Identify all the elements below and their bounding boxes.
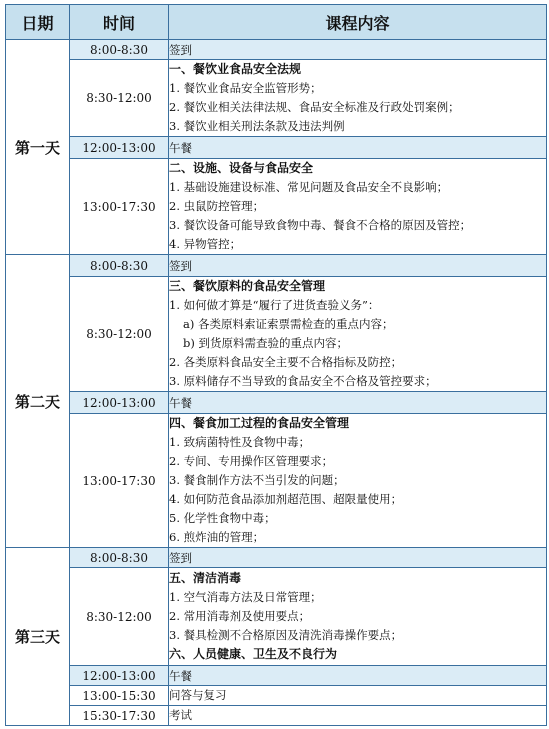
header-content: 课程内容 xyxy=(169,5,547,40)
list-item: 3. 餐食制作方法不当引发的问题； xyxy=(169,473,345,487)
content-cell: 问答与复习 xyxy=(169,686,547,706)
list-item: 1. 致病菌特性及食物中毒； xyxy=(169,435,311,449)
section-title: 五、清洁消毒 xyxy=(169,571,242,585)
list-item: 1. 如何做才算是“履行了进货查验义务”： xyxy=(169,298,380,312)
table-row xyxy=(6,568,547,666)
time-cell: 8:30-12:00 xyxy=(70,277,169,392)
time-cell: 13:00-17:30 xyxy=(70,159,169,255)
time-cell: 15:30-17:30 xyxy=(70,706,169,726)
time-cell: 8:30-12:00 xyxy=(70,60,169,137)
table-row xyxy=(6,40,547,60)
section-title: 四、餐食加工过程的食品安全管理 xyxy=(169,416,350,430)
content-cell: 午餐 xyxy=(169,666,547,686)
table-row xyxy=(6,414,547,548)
list-item: 3. 原料储存不当导致的食品安全不合格及管控要求； xyxy=(169,374,437,388)
time-cell: 8:00-8:30 xyxy=(70,255,169,277)
header-time: 时间 xyxy=(70,5,169,40)
header-row xyxy=(6,5,547,40)
list-item: 4. 如何防范食品添加剂超范围、超限量使用； xyxy=(169,492,403,506)
time-cell: 8:00-8:30 xyxy=(70,40,169,60)
list-item: 4. 异物管控； xyxy=(169,237,242,251)
table-row xyxy=(6,666,547,686)
content-cell: 午餐 xyxy=(169,137,547,159)
content-cell xyxy=(169,60,547,137)
day-label-1: 第一天 xyxy=(6,40,70,255)
list-subitem: b) 到货原料需查验的重点内容； xyxy=(183,336,349,350)
table-row xyxy=(6,255,547,277)
list-item: 1. 餐饮业食品安全监管形势； xyxy=(169,81,322,95)
list-item: 3. 餐具检测不合格原因及清洗消毒操作要点； xyxy=(169,628,403,642)
table-row xyxy=(6,137,547,159)
time-cell: 12:00-13:00 xyxy=(70,137,169,159)
list-item: 1. 空气消毒方法及日常管理； xyxy=(169,590,322,604)
content-cell: 午餐 xyxy=(169,392,547,414)
section-title: 一、餐饮业食品安全法规 xyxy=(169,62,302,76)
course-schedule-table xyxy=(5,4,547,726)
time-cell: 12:00-13:00 xyxy=(70,392,169,414)
section-title: 二、设施、设备与食品安全 xyxy=(169,161,314,175)
table-row xyxy=(6,277,547,392)
table-row xyxy=(6,159,547,255)
list-item: 2. 专间、专用操作区管理要求； xyxy=(169,454,334,468)
section-title: 三、餐饮原料的食品安全管理 xyxy=(169,279,326,293)
list-subitem: a) 各类原料索证索票需检查的重点内容； xyxy=(183,317,394,331)
time-cell: 13:00-17:30 xyxy=(70,414,169,548)
day-label-3: 第三天 xyxy=(6,548,70,726)
list-item: 2. 虫鼠防控管理； xyxy=(169,199,265,213)
table-row xyxy=(6,60,547,137)
list-item: 2. 各类原料食品安全主要不合格指标及防控； xyxy=(169,355,403,369)
day-label-2: 第二天 xyxy=(6,255,70,548)
time-cell: 8:00-8:30 xyxy=(70,548,169,568)
section-title: 六、人员健康、卫生及不良行为 xyxy=(169,647,338,661)
content-cell xyxy=(169,159,547,255)
time-cell: 12:00-13:00 xyxy=(70,666,169,686)
list-item: 3. 餐饮设备可能导致食物中毒、餐食不合格的原因及管控； xyxy=(169,218,472,232)
list-item: 3. 餐饮业相关刑法条款及违法判例 xyxy=(169,119,345,133)
list-item: 5. 化学性食物中毒； xyxy=(169,511,276,525)
table-row xyxy=(6,392,547,414)
list-item: 6. 煎炸油的管理； xyxy=(169,530,265,544)
table-row xyxy=(6,548,547,568)
content-cell: 签到 xyxy=(169,255,547,277)
table-row xyxy=(6,686,547,706)
list-item: 1. 基础设施建设标准、常见问题及食品安全不良影响； xyxy=(169,180,449,194)
content-cell: 签到 xyxy=(169,548,547,568)
content-cell xyxy=(169,414,547,548)
content-cell: 考试 xyxy=(169,706,547,726)
content-cell: 签到 xyxy=(169,40,547,60)
time-cell: 13:00-15:30 xyxy=(70,686,169,706)
time-cell: 8:30-12:00 xyxy=(70,568,169,666)
list-item: 2. 常用消毒剂及使用要点； xyxy=(169,609,311,623)
list-item: 2. 餐饮业相关法律法规、食品安全标准及行政处罚案例； xyxy=(169,100,460,114)
content-cell xyxy=(169,277,547,392)
table-row xyxy=(6,706,547,726)
content-cell xyxy=(169,568,547,666)
header-day: 日期 xyxy=(6,5,70,40)
